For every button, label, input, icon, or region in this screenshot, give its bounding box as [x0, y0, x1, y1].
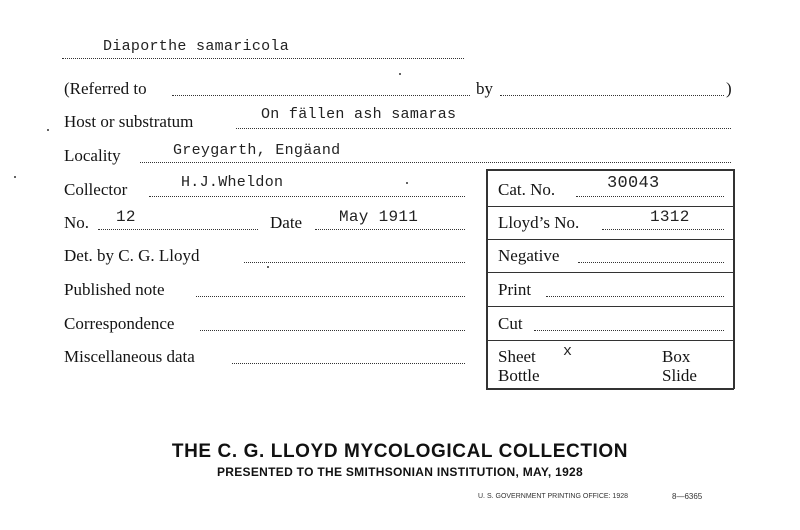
correspondence-label: Correspondence — [64, 314, 175, 333]
misc-data-label: Miscellaneous data — [64, 347, 195, 366]
catalog-divider-5 — [486, 340, 734, 341]
close-paren: ) — [726, 79, 732, 98]
host-line — [236, 128, 731, 129]
collector-label: Collector — [64, 180, 128, 199]
print-line — [546, 296, 724, 297]
host-value: On fällen ash samaras — [261, 106, 457, 123]
scan-speck — [47, 129, 49, 131]
catalog-box-right — [733, 169, 735, 389]
slide-label: Slide — [662, 366, 697, 385]
det-by-line — [244, 262, 465, 263]
species-name: Diaporthe samaricola — [103, 38, 290, 55]
sheet-mark: x — [563, 343, 573, 360]
collector-value: H.J.Wheldon — [181, 174, 284, 191]
scan-speck — [406, 182, 408, 184]
collector-line — [149, 196, 465, 197]
catalog-divider-3 — [486, 272, 734, 273]
date-line — [315, 229, 465, 230]
bottle-label: Bottle — [498, 366, 540, 385]
form-number: 8—6365 — [672, 492, 703, 501]
cut-label: Cut — [498, 314, 523, 333]
box-label: Box — [662, 347, 691, 366]
by-label: by — [476, 79, 493, 98]
date-value: May 1911 — [339, 208, 419, 226]
no-label: No. — [64, 213, 90, 232]
catalog-box-top — [486, 169, 734, 171]
host-label: Host or substratum — [64, 112, 194, 131]
scan-speck — [399, 73, 401, 75]
referred-to-line — [172, 95, 470, 96]
cat-no-value: 30043 — [607, 174, 660, 193]
catalog-box-bottom — [486, 388, 734, 390]
print-label: Print — [498, 280, 532, 299]
det-by-label: Det. by C. G. Lloyd — [64, 246, 200, 265]
cat-no-label: Cat. No. — [498, 180, 556, 199]
date-label: Date — [270, 213, 303, 232]
referred-to-label: (Referred to — [64, 79, 147, 98]
lloyds-no-line — [602, 229, 724, 230]
scan-speck — [267, 266, 269, 268]
sheet-label: Sheet — [498, 347, 536, 366]
cat-no-line — [576, 196, 724, 197]
printing-office-imprint: U. S. GOVERNMENT PRINTING OFFICE: 1928 — [478, 493, 629, 500]
misc-data-line — [232, 363, 465, 364]
locality-value: Greygarth, Engäand — [173, 142, 341, 159]
lloyds-no-value: 1312 — [650, 208, 690, 226]
catalog-divider-4 — [486, 306, 734, 307]
no-value: 12 — [116, 208, 136, 226]
name-line — [62, 58, 464, 59]
scan-speck — [14, 176, 16, 178]
catalog-box-left — [486, 169, 488, 389]
lloyds-no-label: Lloyd’s No. — [498, 213, 580, 232]
correspondence-line — [200, 330, 465, 331]
locality-label: Locality — [64, 146, 121, 165]
cut-line — [534, 330, 724, 331]
no-line — [98, 229, 258, 230]
published-note-label: Published note — [64, 280, 165, 299]
negative-label: Negative — [498, 246, 560, 265]
collection-title: THE C. G. LLOYD MYCOLOGICAL COLLECTION — [171, 441, 629, 462]
catalog-divider-2 — [486, 239, 734, 240]
published-note-line — [196, 296, 465, 297]
by-line — [500, 95, 724, 96]
locality-line — [140, 162, 731, 163]
collection-subtitle: PRESENTED TO THE SMITHSONIAN INSTITUTION, MAY, 1928 — [216, 465, 584, 479]
negative-line — [578, 262, 724, 263]
catalog-divider-1 — [486, 206, 734, 207]
